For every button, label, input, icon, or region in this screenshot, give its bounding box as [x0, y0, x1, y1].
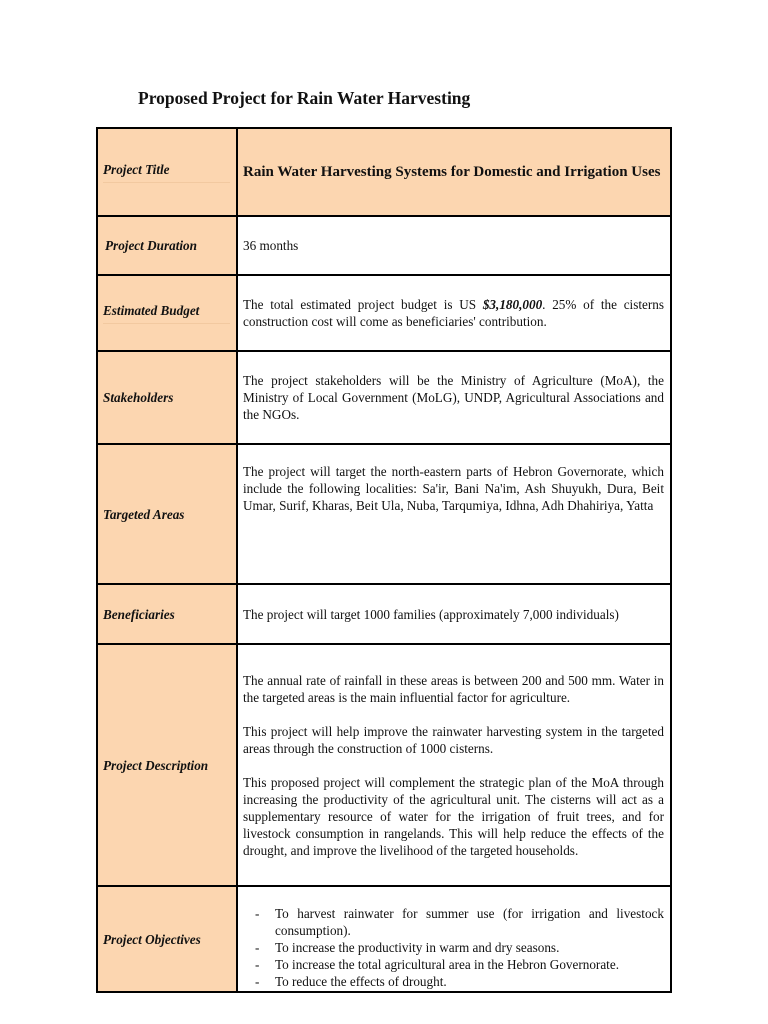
- budget-text-post: . 25% of the cisterns construction cost will come as beneficiaries' contribution.: [243, 297, 664, 329]
- beneficiaries-value: The project will target 1000 families (approximately 7,000 individuals): [237, 584, 671, 644]
- project-table: [96, 127, 672, 993]
- row-label-project-objectives: [97, 886, 237, 992]
- description-paragraph: This project will help improve the rainwater harvesting system in the targeted areas through the construction of 1000 cisterns.: [243, 723, 664, 756]
- estimated-budget-value: [237, 275, 671, 351]
- targeted-areas-value: The project will target the north-eastern parts of Hebron Governorate, which include the following localities: Sa'ir, Bani Na'im, Ash Shuyukh, Dura, Beit Umar, Surif, Kharas, Beit Ula, Nuba, Tarqumiya, Idhna, Adh Dhahiriya, Yatta: [237, 444, 671, 584]
- objective-item: - To harvest rainwater for summer use (for irrigation and livestock consumption).: [255, 905, 664, 939]
- table-row-project-objectives: [97, 886, 671, 992]
- row-label-text: Project Title: [103, 161, 230, 183]
- project-title-value: Rain Water Harvesting Systems for Domestic and Irrigation Uses: [237, 128, 671, 216]
- project-objectives-value: [237, 886, 671, 992]
- table-row-estimated-budget: [97, 275, 671, 351]
- table-row-beneficiaries: [97, 584, 671, 644]
- project-description-value: [237, 644, 671, 886]
- row-label-estimated-budget: [97, 275, 237, 351]
- row-label-text: Project Description: [103, 757, 209, 773]
- objective-item: - To increase the total agricultural area in the Hebron Governorate.: [255, 956, 664, 973]
- table-row-project-title: [97, 128, 671, 216]
- row-label-stakeholders: [97, 351, 237, 444]
- row-label-text: Estimated Budget: [103, 302, 230, 324]
- row-label-text: Targeted Areas: [103, 506, 185, 522]
- budget-text-pre: The total estimated project budget is US: [243, 297, 483, 312]
- table-row-stakeholders: [97, 351, 671, 444]
- table-row-project-duration: [97, 216, 671, 275]
- description-paragraph: This proposed project will complement the strategic plan of the MoA through increasing the productivity of the agricultural unit. The cisterns will act as a supplementary resource of water for the irrigation of fruit trees, and for livestock consumption in rangelands. This will help reduce the effects of the drought, and improve the livelihood of the targeted households.: [243, 774, 664, 858]
- objective-item: - To reduce the effects of drought.: [255, 973, 664, 990]
- description-paragraph: The annual rate of rainfall in these areas is between 200 and 500 mm. Water in the targeted areas is the main influential factor for agriculture.: [243, 672, 664, 705]
- stakeholders-value: The project stakeholders will be the Ministry of Agriculture (MoA), the Ministry of Local Government (MoLG), UNDP, Agricultural Associations and the NGOs.: [237, 351, 671, 444]
- row-label-text: Stakeholders: [103, 390, 174, 405]
- row-label-project-duration: [97, 216, 237, 275]
- row-label-text: Beneficiaries: [103, 606, 175, 622]
- row-label-text: Project Duration: [105, 238, 197, 253]
- row-label-text: Project Objectives: [103, 931, 201, 947]
- project-duration-value: 36 months: [237, 216, 671, 275]
- objectives-list: [243, 905, 664, 990]
- page-title: Proposed Project for Rain Water Harvesting: [138, 88, 471, 108]
- table-row-targeted-areas: [97, 444, 671, 584]
- row-label-project-description: [97, 644, 237, 886]
- objective-item: - To increase the productivity in warm and dry seasons.: [255, 939, 664, 956]
- row-label-beneficiaries: [97, 584, 237, 644]
- row-label-targeted-areas: [97, 444, 237, 584]
- budget-amount: $3,180,000: [482, 297, 543, 312]
- row-label-project-title: [97, 128, 237, 216]
- table-row-project-description: [97, 644, 671, 886]
